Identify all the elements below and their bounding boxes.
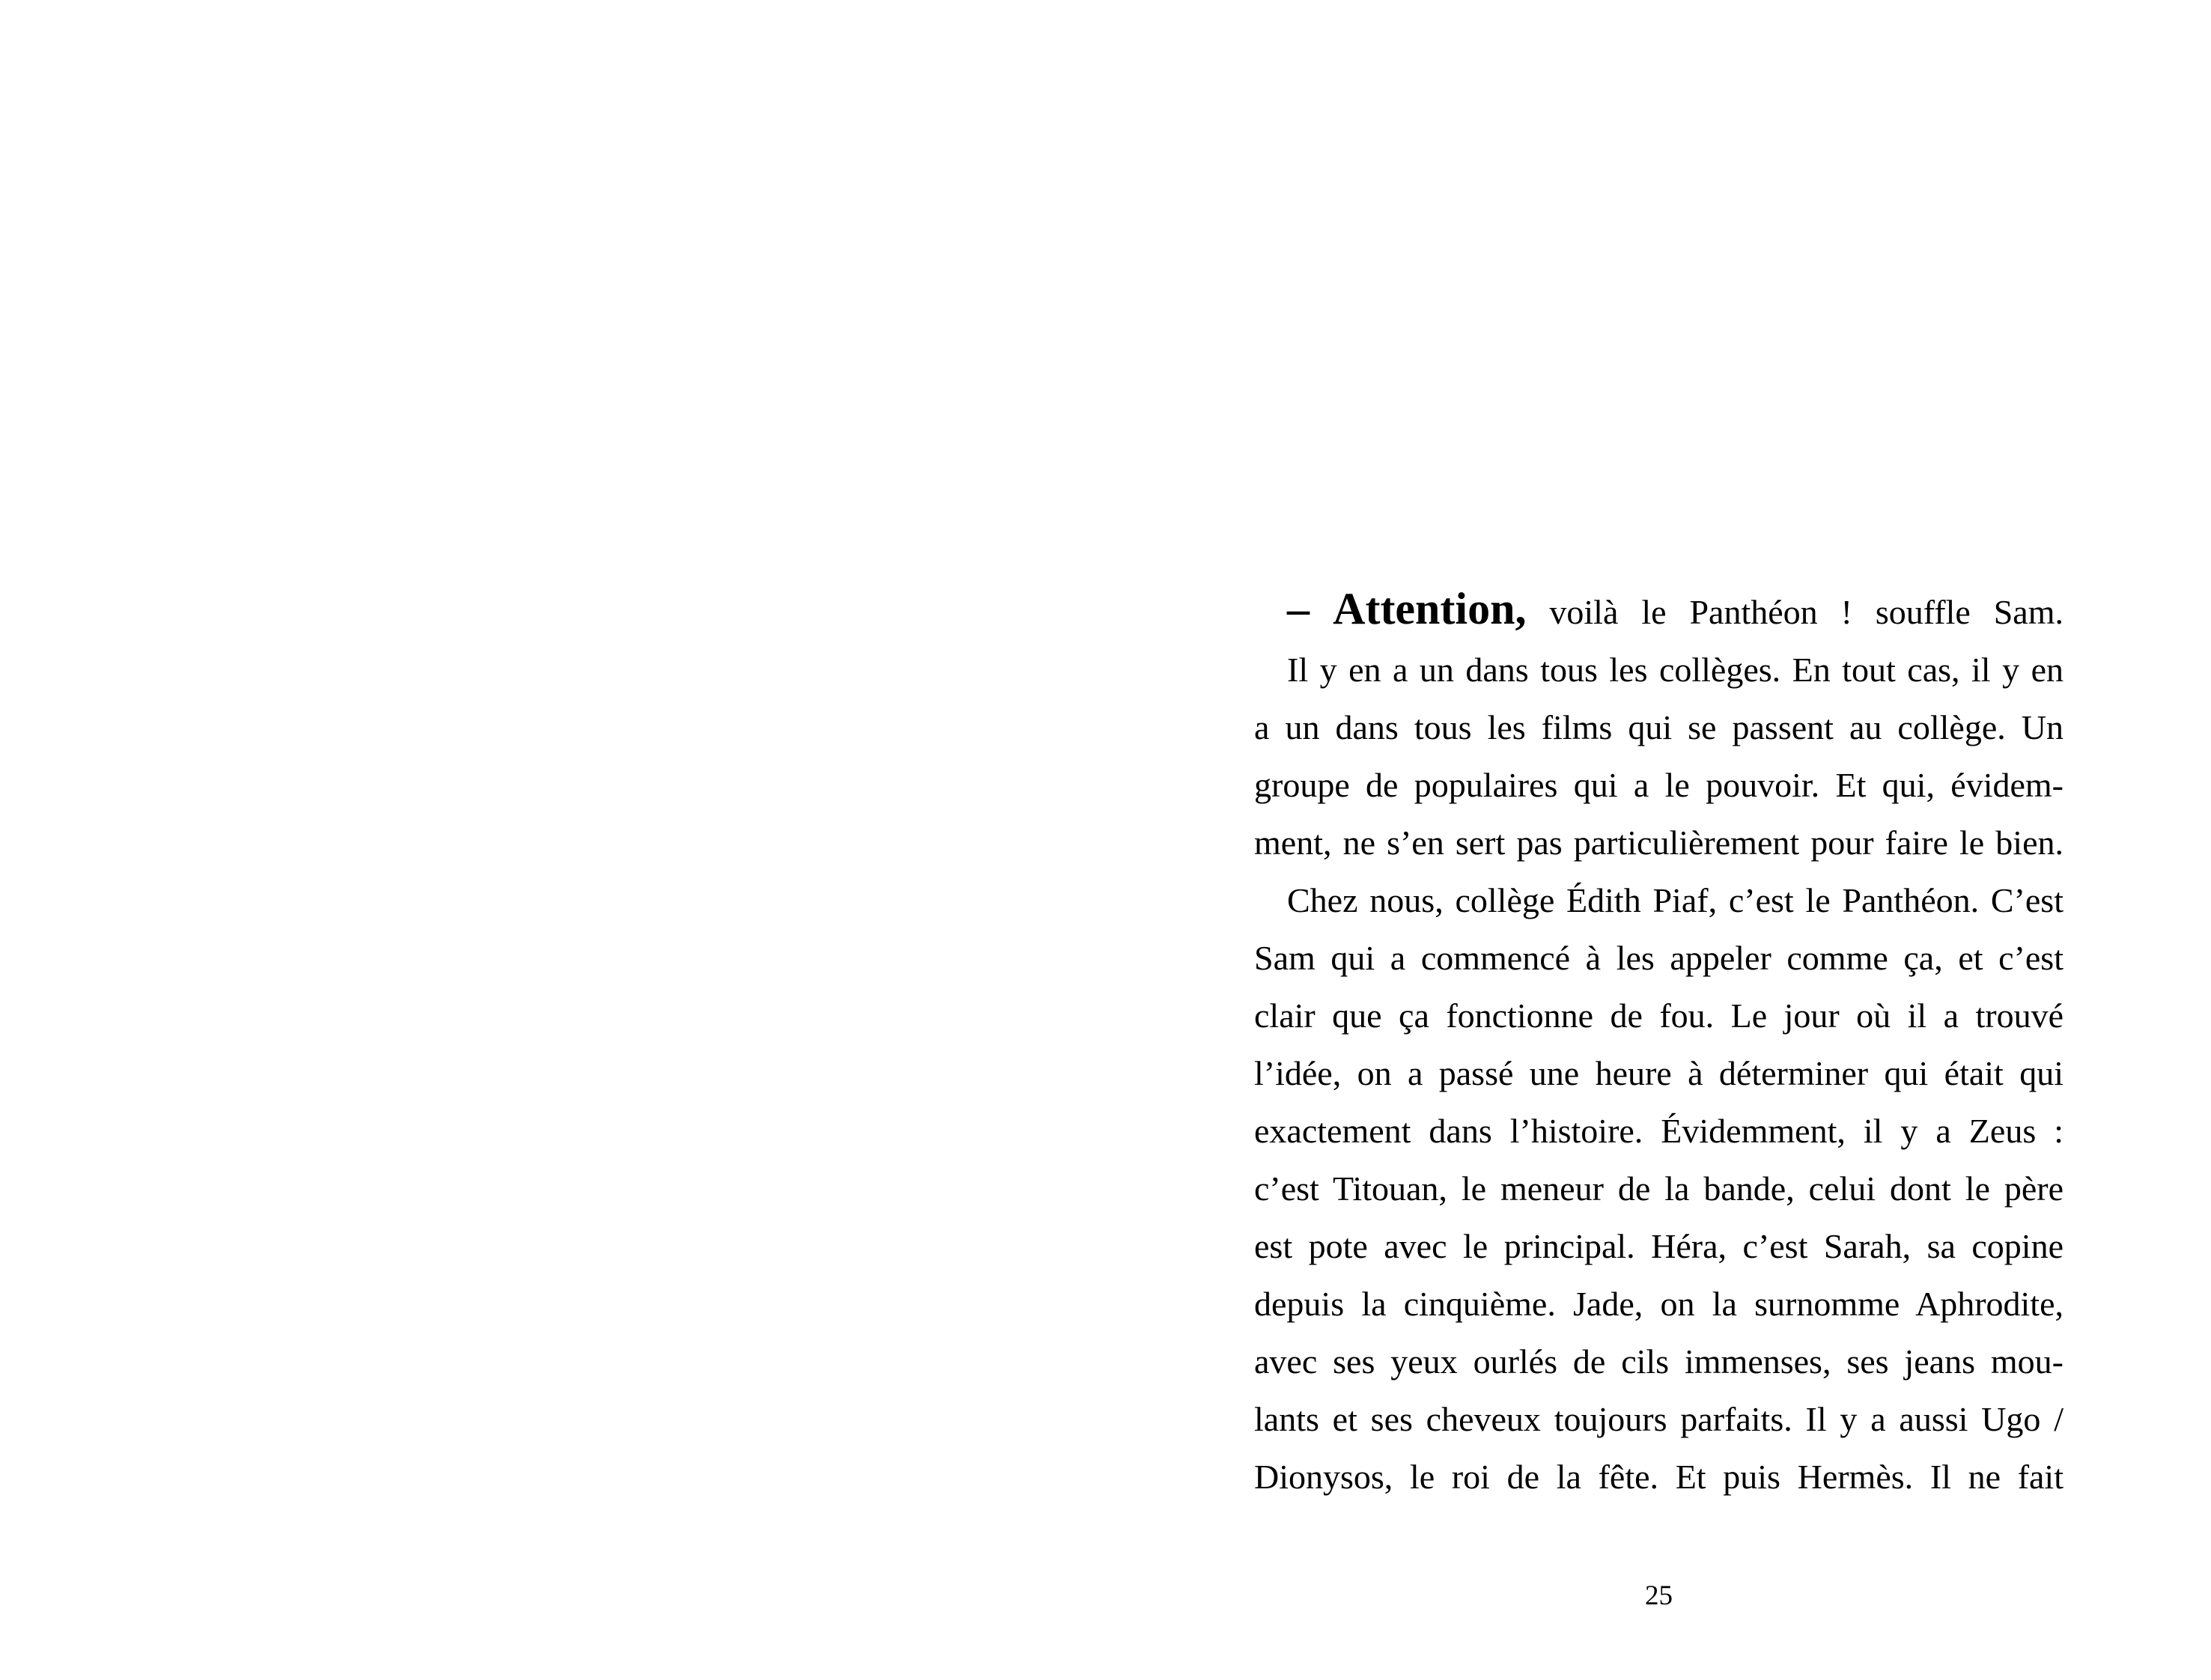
body-line: clair que ça fonctionne de fou. Le jour où il a trouvé — [1254, 996, 2064, 1035]
body-line: Dionysos, le roi de la fête. Et puis Hermès. Il ne fait — [1254, 1458, 2064, 1496]
body-line: c’est Titouan, le meneur de la bande, celui dont le père — [1254, 1169, 2064, 1208]
body-line: groupe de populaires qui a le pouvoir. Et qui, évidem- — [1254, 766, 2064, 804]
body-line: depuis la cinquième. Jade, on la surnomme Aphrodite, — [1254, 1285, 2064, 1323]
body-line: avec ses yeux ourlés de cils immenses, ses jeans mou- — [1254, 1342, 2064, 1381]
body-line: Sam qui a commencé à les appeler comme ça, et c’est — [1254, 939, 2064, 977]
body-line: Chez nous, collège Édith Piaf, c’est le Panthéon. C’est — [1287, 881, 2064, 919]
body-line: l’idée, on a passé une heure à déterminer qui était qui — [1254, 1054, 2064, 1092]
body-lines — [1254, 641, 2064, 1506]
text-block — [1254, 583, 2064, 1506]
body-line: ment, ne s’en sert pas particulièrement pour faire le bien. — [1254, 824, 2064, 862]
body-line: est pote avec le principal. Héra, c’est Sarah, sa copine — [1254, 1227, 2064, 1265]
body-line: a un dans tous les films qui se passent au collège. Un — [1254, 708, 2064, 746]
opening-phrase-rest: voilà le Panthéon ! souffle Sam. — [1526, 593, 2064, 631]
opening-phrase-bold: – Attention, — [1287, 584, 1527, 633]
opening-line — [1254, 583, 2064, 641]
page-number: 25 — [1645, 1580, 1673, 1611]
body-line: lants et ses cheveux toujours parfaits. Il y a aussi Ugo / — [1254, 1400, 2064, 1438]
body-line: exactement dans l’histoire. Évidemment, il y a Zeus : — [1254, 1112, 2064, 1150]
body-line: Il y en a un dans tous les collèges. En tout cas, il y en — [1287, 651, 2064, 689]
